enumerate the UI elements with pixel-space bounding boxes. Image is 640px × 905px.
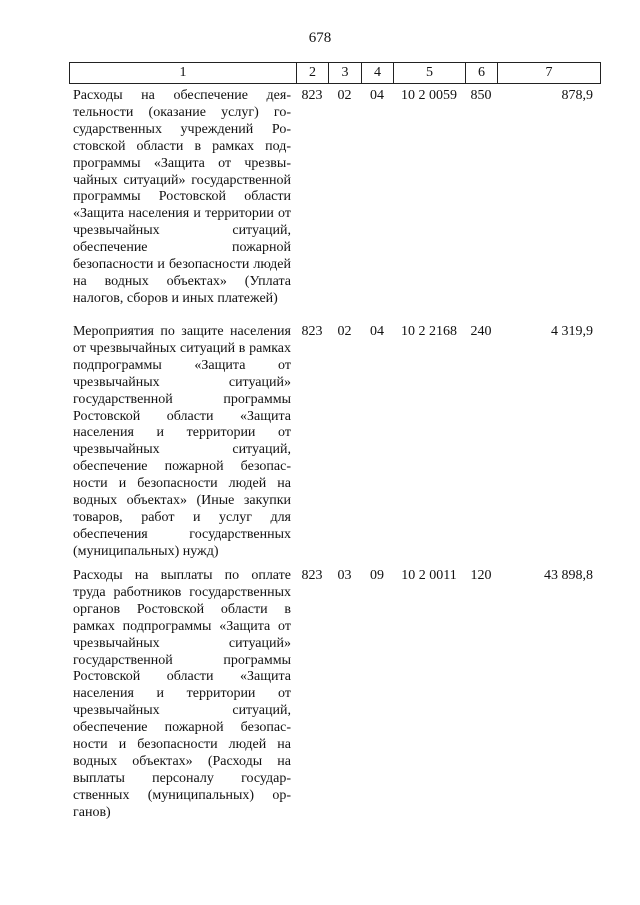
ministry-code: 823 — [301, 324, 323, 339]
table-row — [69, 320, 601, 564]
section-code: 02 — [337, 88, 352, 103]
column-header-2: 2 — [297, 63, 329, 83]
ministry-code: 823 — [301, 88, 323, 103]
ministry-code: 823 — [301, 568, 323, 583]
budget-table — [69, 62, 601, 834]
column-header-6: 6 — [466, 63, 498, 83]
amount-value: 43 898,8 — [544, 568, 593, 583]
table-row — [69, 564, 601, 834]
subsection-code: 09 — [370, 568, 384, 583]
target-article-code: 10 2 0011 — [401, 568, 457, 583]
table-header-row — [69, 62, 601, 84]
section-code: 02 — [337, 324, 352, 339]
section-code: 03 — [337, 568, 352, 583]
target-article-code: 10 2 0059 — [401, 88, 457, 103]
column-header-1: 1 — [70, 63, 297, 83]
column-header-4: 4 — [362, 63, 394, 83]
row-description: Расходы на выплаты по оплате труда работников государственных органов Ростовской области в рамках подпрограммы «Защита от чрезвычайных ситуаций» государственной программы Ростовской области «Защита населения и территории от чрезвычайных ситуаций, обеспечение пожарной безопасности и безопасности людей на водных объектах» (Расходы на выплаты персоналу государственных (муниципальных) органов) — [73, 568, 291, 820]
expense-type-code: 850 — [470, 88, 492, 103]
subsection-code: 04 — [370, 88, 384, 103]
target-article-code: 10 2 2168 — [401, 324, 457, 339]
amount-value: 878,9 — [561, 88, 593, 103]
column-header-7: 7 — [545, 65, 553, 80]
column-header-3: 3 — [329, 63, 362, 83]
page-number: 678 — [308, 30, 332, 46]
amount-value: 4 319,9 — [551, 324, 593, 339]
row-description: Расходы на обеспечение деятельности (оказание услуг) государственных учреждений Ростовской области в рамках подпрограммы «Защита от чрезвычайных ситуаций» государственной программы Ростовской области «Защита населения и территории от чрезвычайных ситуаций, обеспечение пожарной безопасности и безопасности людей на водных объектах» (Уплата налогов, сборов и иных платежей) — [73, 88, 291, 306]
expense-type-code: 240 — [470, 324, 492, 339]
table-row — [69, 84, 601, 320]
row-description: Мероприятия по защите населения от чрезвычайных ситуаций в рамках подпрограммы «Защита от чрезвычайных ситуаций» государственной программы Ростовской области «Защита населения и территории от чрезвычайных ситуаций, обеспечение пожарной безопасности и безопасности людей на водных объектах» (Иные закупки товаров, работ и услуг для обеспечения государственных (муниципальных) нужд) — [73, 324, 291, 559]
subsection-code: 04 — [370, 324, 384, 339]
expense-type-code: 120 — [470, 568, 492, 583]
column-header-5: 5 — [394, 63, 466, 83]
